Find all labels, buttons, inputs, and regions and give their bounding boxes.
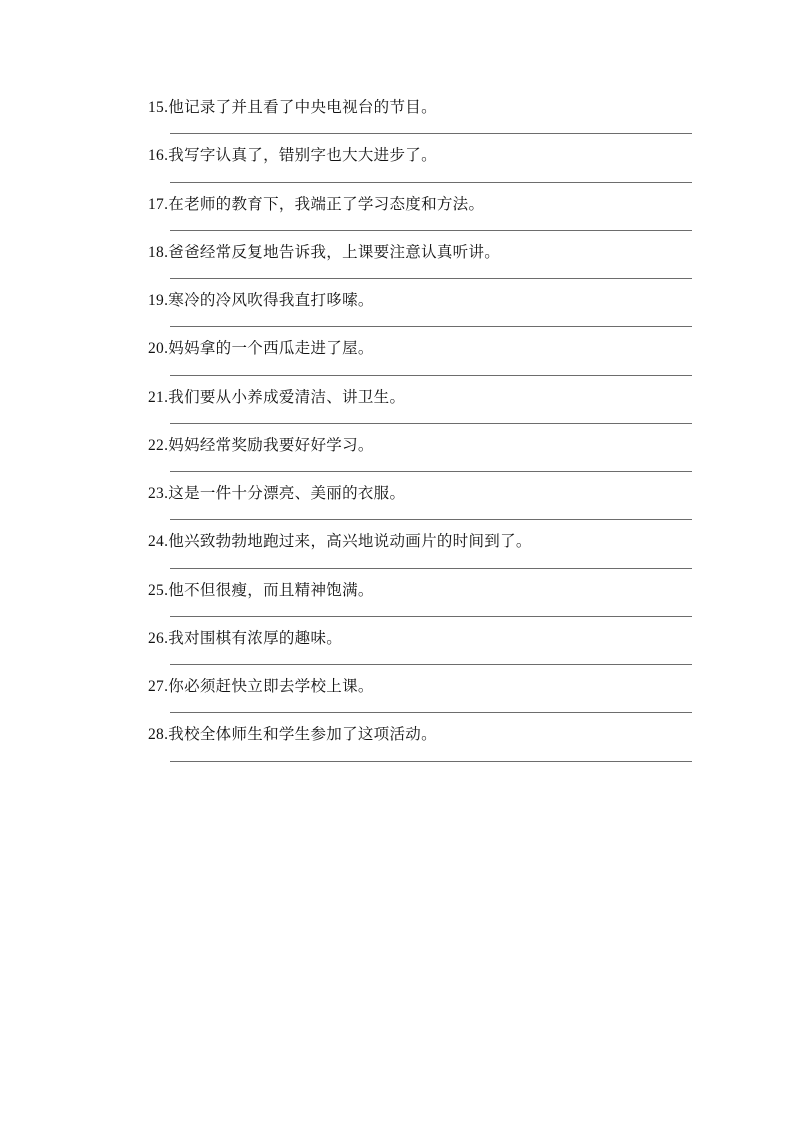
sentence-text <box>148 675 693 698</box>
sentence-text <box>148 530 693 553</box>
sentence-text <box>148 96 693 119</box>
answer-line[interactable] <box>170 616 692 617</box>
item-number: 19. <box>148 292 169 309</box>
item-number: 25. <box>148 581 169 599</box>
list-item <box>148 144 693 182</box>
list-item <box>148 579 693 617</box>
item-sentence: 我对围棋有浓厚的趣味。 <box>168 629 343 647</box>
list-item <box>148 241 693 279</box>
item-sentence: 我们要从小养成爱清洁、讲卫生。 <box>168 388 406 406</box>
item-sentence: 妈妈拿的一个西瓜走进了屋。 <box>168 340 374 358</box>
item-number: 16. <box>148 147 169 165</box>
answer-line[interactable] <box>170 664 692 665</box>
list-item <box>148 675 693 713</box>
item-number: 23. <box>148 485 169 502</box>
list-item <box>148 96 693 134</box>
sentence-text <box>148 337 693 360</box>
sentence-text <box>148 193 693 216</box>
item-sentence: 我校全体师生和学生参加了这项活动。 <box>168 726 437 744</box>
item-number: 21. <box>148 388 169 406</box>
item-sentence: 他不但很瘦，而且精神饱满。 <box>168 581 374 599</box>
sentence-text <box>148 482 693 505</box>
sentence-text <box>148 289 693 312</box>
item-number: 17. <box>148 195 169 213</box>
sentence-text <box>148 241 693 264</box>
item-number: 27. <box>148 678 169 695</box>
list-item <box>148 723 693 761</box>
list-item <box>148 482 693 520</box>
item-sentence: 爸爸经常反复地告诉我，上课要注意认真听讲。 <box>168 243 501 261</box>
answer-line[interactable] <box>170 375 692 376</box>
item-sentence: 这是一件十分漂亮、美丽的衣服。 <box>168 485 406 502</box>
answer-line[interactable] <box>170 568 692 569</box>
list-item <box>148 289 693 327</box>
answer-line[interactable] <box>170 423 692 424</box>
item-sentence: 你必须赶快立即去学校上课。 <box>168 678 374 695</box>
sentence-text <box>148 144 693 167</box>
list-item <box>148 530 693 568</box>
list-item <box>148 627 693 665</box>
item-sentence: 我写字认真了，错别字也大大进步了。 <box>168 147 437 165</box>
item-number: 26. <box>148 629 169 647</box>
item-sentence: 妈妈经常奖励我要好好学习。 <box>168 436 374 454</box>
sentence-text <box>148 627 693 650</box>
answer-line[interactable] <box>170 278 692 279</box>
item-number: 15. <box>148 99 169 116</box>
item-number: 28. <box>148 726 169 744</box>
item-number: 18. <box>148 243 169 261</box>
list-item <box>148 434 693 472</box>
item-number: 24. <box>148 533 169 551</box>
answer-line[interactable] <box>170 133 692 134</box>
item-number: 20. <box>148 340 169 358</box>
answer-line[interactable] <box>170 712 692 713</box>
sentence-text <box>148 579 693 602</box>
list-item <box>148 386 693 424</box>
list-item <box>148 193 693 231</box>
list-item <box>148 337 693 375</box>
answer-line[interactable] <box>170 326 692 327</box>
answer-line[interactable] <box>170 230 692 231</box>
item-sentence: 寒冷的冷风吹得我直打哆嗦。 <box>168 292 374 309</box>
sentence-text <box>148 723 693 746</box>
answer-line[interactable] <box>170 182 692 183</box>
item-sentence: 他记录了并且看了中央电视台的节目。 <box>168 99 437 116</box>
item-number: 22. <box>148 436 169 454</box>
exercise-list <box>148 96 693 762</box>
answer-line[interactable] <box>170 519 692 520</box>
sentence-text <box>148 434 693 457</box>
answer-line[interactable] <box>170 471 692 472</box>
sentence-text <box>148 386 693 409</box>
item-sentence: 他兴致勃勃地跑过来，高兴地说动画片的时间到了。 <box>168 533 532 551</box>
item-sentence: 在老师的教育下，我端正了学习态度和方法。 <box>168 195 485 213</box>
answer-line[interactable] <box>170 761 692 762</box>
